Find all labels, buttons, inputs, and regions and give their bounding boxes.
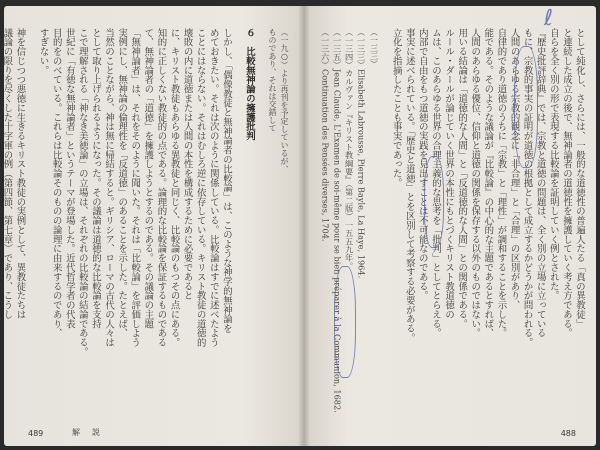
text-column: 内部で自由をもつ道徳の実践を見出すことは不可能なのである。 bbox=[416, 28, 428, 301]
text-column: 能である。そのような議論が『比較論』の中心的な主題であるとすれば、 bbox=[482, 28, 494, 338]
text-column: 神を信じつつ悪徳に生きるキリスト教徒の実例として、異教徒たちは bbox=[14, 28, 26, 320]
text-column: と連続した成立の後で、無神論者の道徳性を擁護していく考え方である。 bbox=[560, 28, 572, 338]
text-column: 人間のあらゆる優位、信仰と道徳の関係を保存する以外のものではない。 bbox=[469, 28, 481, 338]
text-column: 知的に正しくない教徒的の点である。論理的な比較論を保証するものである bbox=[155, 28, 167, 348]
text-column bbox=[256, 28, 266, 418]
left-page-number: 489 bbox=[28, 429, 44, 438]
left-section-title: 解 説 bbox=[72, 428, 102, 437]
footnote-line: （一三四）カルヴァン『キリスト教綱要』（第二版）一五五九年。 bbox=[344, 28, 355, 270]
text-column bbox=[27, 28, 37, 418]
text-column: として取り上げられるようになった。その議論は道徳的な比較論を支持 bbox=[89, 28, 101, 329]
right-page-number: 488 bbox=[560, 429, 576, 438]
text-column: 自らを全く別の形で表現する比較論を証明していく例とされた。 bbox=[547, 28, 559, 301]
left-page bbox=[1, 6, 304, 446]
text-column: ムは、このあらゆる世界の合理主義的な思考を「批判」としてとらえる。 bbox=[429, 28, 441, 338]
text-column bbox=[233, 28, 243, 418]
text-column: 「無神論者」は、それをそのように聞いた。それは「比較論」を評価しよう bbox=[129, 28, 141, 348]
text-column: 立化を指摘したことも事実であった。 bbox=[390, 28, 402, 188]
handwritten-mark-icon: ℓ bbox=[544, 6, 554, 31]
footnote-line: （一九○）より再刊を予定しているが、 bbox=[280, 28, 289, 173]
text-column: 『歴史批評辞典』では、宗教と道徳の問題は、全く別の立場に立っている bbox=[534, 28, 546, 338]
text-column: 議論の限りを尽くした十字軍の例（第四節、第七章）であり、こうし bbox=[1, 28, 13, 320]
section-heading: ６ 比較無神論の擁護批判 bbox=[244, 28, 255, 141]
text-column: 当然のことながら、神は無に帰結すると。ギリシア、ローマの古代の人々は bbox=[103, 28, 115, 348]
left-page-text bbox=[1, 28, 290, 423]
text-column: しかし、「偶像教徒と無神論者の比較論」は、このような神学的無神論を bbox=[220, 28, 232, 334]
footnote-line: （一三六）Continuation des Pensées diverses, 1704. bbox=[320, 28, 331, 242]
text-column: ことにはならない。それはむしろ逆に依存している。キリスト教徒の道徳的 bbox=[194, 28, 206, 348]
text-column: に、キリスト教徒もあらゆる異教徒と同じく、比較論のもつその点にある。 bbox=[168, 28, 180, 348]
text-column: ルール・ダールが論じていく世界の本性にもとづくキリスト教道徳の bbox=[443, 28, 455, 320]
text-column: もに、宗教的事実の証明が道徳の根拠として成立するかどうかが問われる。 bbox=[521, 28, 533, 348]
text-column: として純化し、さらには、一般的な道徳性の普遍人たる「真の異教徒」 bbox=[574, 28, 585, 329]
text-column: 実例にし、無神論の倫理性を「反道徳」のあることを示した。たとえば、 bbox=[116, 28, 128, 338]
ink-circle-annotation bbox=[334, 266, 356, 378]
text-column: 人間のあらゆる宗教的観念に「非合理」と「合理」の区別があり、 bbox=[508, 28, 520, 310]
book-gutter bbox=[298, 6, 310, 446]
text-column: 壊敗の内に道徳または人間の本性を構成するために必要であると bbox=[181, 28, 193, 301]
text-column: めておきたい。それは次のように関係している。比較論はすでに述べたよう bbox=[207, 28, 219, 348]
text-column: 用いる結論は「道徳的な人間」と「反道徳的な人間」との関係である。 bbox=[456, 28, 468, 329]
text-column: 事実に述べられている。「歴史と道徳」とを区別して考察する必要がある。 bbox=[403, 28, 415, 343]
footnote-line: （一三三）Elisabeth Labrousse, Pierre Bayle, La Haye, 1964. bbox=[356, 28, 367, 279]
text-column: すぎない。 bbox=[37, 28, 49, 75]
text-column bbox=[380, 28, 390, 418]
text-column: 自律的であり道徳のうちに「宗教」と「理性」が調和することを示した。 bbox=[495, 28, 507, 338]
right-page-text bbox=[316, 28, 586, 423]
text-column: て、無神論者の「道徳」を擁護しようとするのである。その議論の主題 bbox=[142, 28, 154, 329]
text-column: こで理解される「神なき美徳論」の立場は、それぞれの比較論の結論である。 bbox=[76, 28, 88, 357]
right-page bbox=[304, 6, 596, 446]
footnote-line: （一三三） bbox=[369, 28, 379, 68]
footnote-line: ものであり、それは交錯して bbox=[268, 28, 277, 132]
text-column: 目的をのべている。これらは比較論そのものの論理に由来するのであり、 bbox=[50, 28, 62, 338]
footnote-line: （一三五）Jean Claude, L'Examen de soi-même pour se bien préparer à la Communion, 1682. bbox=[332, 28, 343, 413]
text-column: 世紀に「有徳な無神論者」というテーマが登場した。近代哲学者の代表 bbox=[63, 28, 75, 329]
ink-circle-annotation bbox=[424, 156, 444, 248]
ink-circle-annotation bbox=[514, 46, 538, 168]
